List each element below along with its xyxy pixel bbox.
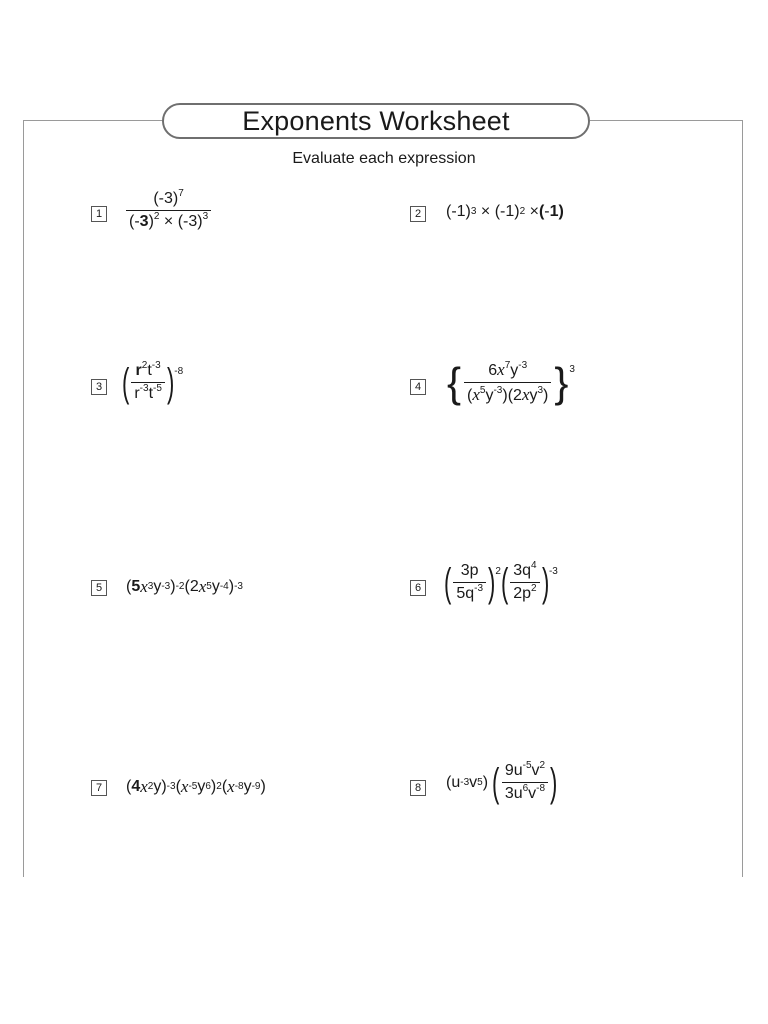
- problem-number-6: 6: [410, 580, 426, 596]
- problem-4-expression: { $\frac{6x^7y^{-3}}{(x^5y^{-3})(2xy^3)}$ } 3: [447, 358, 575, 406]
- problem-5-expression: ( 5 x 3 y -3 ) -2 (2 x 5 y -4 ) -3: [126, 577, 243, 596]
- instruction: Evaluate each expression: [292, 150, 476, 167]
- problem-8-expression: (u -3 v 5 ) ( $\frac{9u^{-5}v^2}{3u^6v^{-8}}$ ): [446, 760, 558, 805]
- problem-3-expression: ( $\frac{r^2t^{-3}}{r^{-3}t^{-5}}$ ) -8: [121, 360, 184, 405]
- frame-right: [742, 120, 743, 877]
- problem-7-expression: ( 4 x 2 y) -3 ( x -5 y 6 ) 2 ( x -8 y -9 ): [126, 777, 266, 796]
- problem-number-4: 4: [410, 379, 426, 395]
- problem-number-3: 3: [91, 379, 107, 395]
- problem-2-expression: (-1) 3 × (-1) 2 × ( - 1): [446, 203, 564, 220]
- frame-left: [23, 120, 24, 877]
- fraction: $\frac{(-3)^7}{(-3)^2 \times (-3)^3}$: [126, 190, 211, 231]
- problem-number-5: 5: [91, 580, 107, 596]
- fraction: $\frac{6x^7y^{-3}}{(x^5y^{-3})(2xy^3)}$: [464, 360, 551, 405]
- problem-6-expression: ( $\frac{3p}{5q^{-3}}$ ) 2 ( $\frac{3q^4}{2p^2}$ ) -3: [443, 560, 558, 605]
- fraction: $\frac{9u^{-5}v^2}{3u^6v^{-8}}$: [502, 762, 548, 803]
- problem-number-2: 2: [410, 206, 426, 222]
- fraction: $\frac{3p}{5q^{-3}}$: [453, 562, 486, 603]
- fraction: $\frac{3q^4}{2p^2}$: [510, 562, 539, 603]
- fraction: $\frac{r^2t^{-3}}{r^{-3}t^{-5}}$: [131, 362, 165, 403]
- problem-1-expression: [124, 190, 213, 231]
- worksheet-title: Exponents Worksheet: [162, 103, 590, 139]
- problem-number-1: 1: [91, 206, 107, 222]
- problem-number-8: 8: [410, 780, 426, 796]
- problem-number-7: 7: [91, 780, 107, 796]
- frame-top-right: [590, 120, 743, 121]
- frame-top-left: [23, 120, 163, 121]
